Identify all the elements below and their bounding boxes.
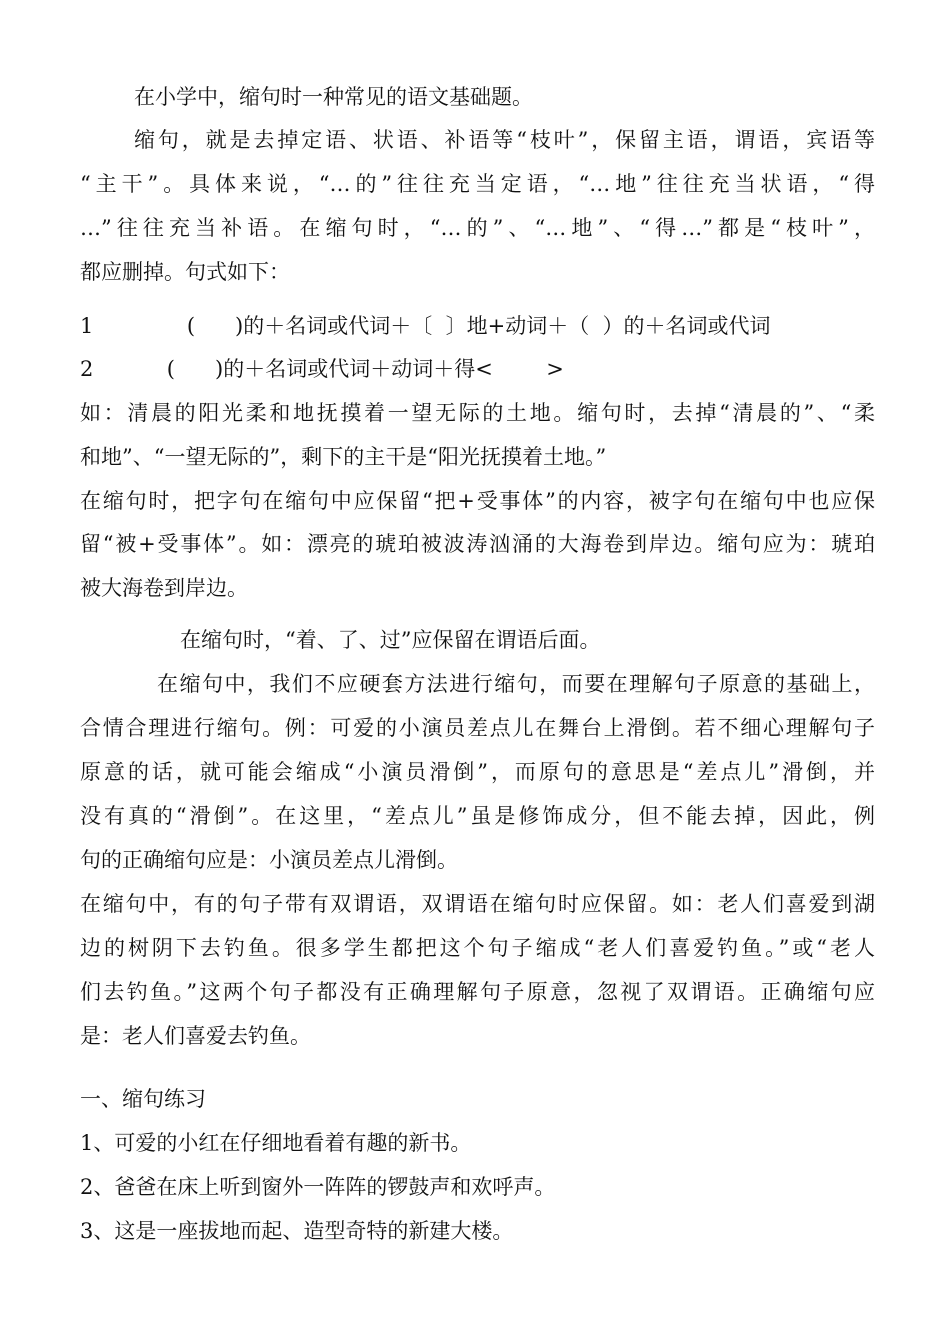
exercise-item: 3、这是一座拔地而起、造型奇特的新建大楼。 (80, 1219, 514, 1243)
zhe-le-guo-paragraph: 在缩句时，“着、了、过”应保留在谓语后面。 (180, 628, 601, 652)
understand-line-1: 在缩句中，我们不应硬套方法进行缩句，而要在理解句子原意的基础上， (157, 672, 875, 696)
example-line-2: 和地”、“一望无际的”，剩下的主干是“阳光抚摸着土地。” (80, 445, 607, 469)
understand-line-2: 合情合理进行缩句。例：可爱的小演员差点儿在舞台上滑倒。若不细心理解句子 (80, 716, 875, 740)
ba-bei-line-2: 留“被+受事体”。如：漂亮的琥珀被波涛汹涌的大海卷到岸边。缩句应为：琥珀 (80, 532, 875, 556)
definition-line-3: …”往往充当补语。在缩句时，“…的”、“…地”、“得…”都是“枝叶”， (80, 216, 875, 240)
exercise-item: 1、可爱的小红在仔细地看着有趣的新书。 (80, 1131, 472, 1155)
exercise-item: 2、爸爸在床上听到窗外一阵阵的锣鼓声和欢呼声。 (80, 1175, 556, 1199)
intro-paragraph: 在小学中，缩句时一种常见的语文基础题。 (134, 85, 533, 109)
understand-line-4: 没有真的“滑倒”。在这里，“差点儿”虽是修饰成分，但不能去掉，因此，例 (80, 804, 875, 828)
sentence-pattern-2: 2 ( )的＋名词或代词＋动词＋得< > (80, 357, 564, 381)
double-predicate-line-1: 在缩句中，有的句子带有双谓语，双谓语在缩句时应保留。如：老人们喜爱到湖 (80, 892, 875, 916)
exercise-heading: 一、缩句练习 (80, 1087, 206, 1111)
example-line-1: 如：清晨的阳光柔和地抚摸着一望无际的土地。缩句时，去掉“清晨的”、“柔 (80, 401, 875, 425)
double-predicate-line-4: 是：老人们喜爱去钓鱼。 (80, 1024, 311, 1048)
understand-line-3: 原意的话，就可能会缩成“小演员滑倒”，而原句的意思是“差点儿”滑倒，并 (80, 760, 875, 784)
double-predicate-line-3: 们去钓鱼。”这两个句子都没有正确理解句子原意，忽视了双谓语。正确缩句应 (80, 980, 875, 1004)
definition-line-4: 都应删掉。句式如下： (80, 260, 290, 284)
definition-line-2: “主干”。具体来说，“…的”往往充当定语，“…地”往往充当状语，“得 (80, 172, 875, 196)
ba-bei-line-1: 在缩句时，把字句在缩句中应保留“把+受事体”的内容，被字句在缩句中也应保 (80, 489, 875, 513)
understand-line-5: 句的正确缩句应是：小演员差点儿滑倒。 (80, 848, 458, 872)
ba-bei-line-3: 被大海卷到岸边。 (80, 576, 248, 600)
definition-line-1: 缩句，就是去掉定语、状语、补语等“枝叶”，保留主语，谓语，宾语等 (134, 128, 875, 152)
double-predicate-line-2: 边的树阴下去钓鱼。很多学生都把这个句子缩成“老人们喜爱钓鱼。”或“老人 (80, 936, 875, 960)
sentence-pattern-1: 1 ( )的＋名词或代词＋〔 〕地+动词＋（ ）的＋名词或代词 (80, 314, 771, 338)
